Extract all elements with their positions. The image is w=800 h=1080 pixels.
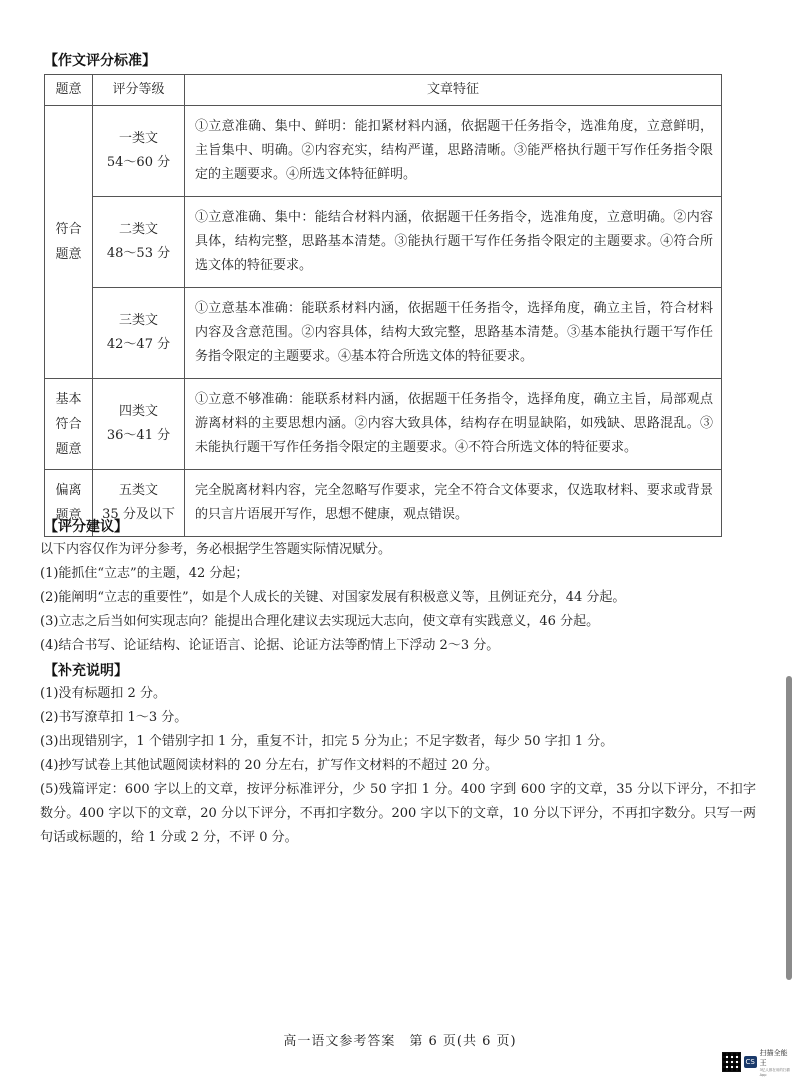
- table-row: [45, 197, 722, 288]
- suggestion-item: (3)立志之后当如何实现志向？能提出合理化建议去实现远大志向，使文章有实践意义，46 分起。: [40, 614, 600, 629]
- level-cell: [93, 288, 185, 379]
- level-range: 42～47 分: [106, 337, 171, 352]
- topic-cell-fits: [45, 106, 93, 379]
- supplement-item: (2)书写潦草扣 1～3 分。: [40, 710, 188, 725]
- qr-code-icon: [722, 1052, 741, 1072]
- table-row: [45, 379, 722, 470]
- table-header-row: [45, 75, 722, 106]
- feature-cell: 完全脱离材料内容，完全忽略写作要求，完全不符合文体要求，仅选取材料、要求或背景的只言片语展开写作，思想不健康，观点错误。: [185, 470, 722, 537]
- supplement-item: (1)没有标题扣 2 分。: [40, 686, 166, 701]
- grading-table: [44, 74, 722, 537]
- header-level: 评分等级: [93, 75, 185, 106]
- scoring-suggestions-title: 【评分建议】: [44, 519, 128, 535]
- supplement-title: 【补充说明】: [44, 663, 128, 679]
- level-cell: [93, 106, 185, 197]
- feature-cell: ①立意准确、集中、鲜明：能扣紧材料内涵，依据题干任务指令，选准角度，立意鲜明，主旨集中、明确。②内容充实，结构严谨，思路清晰。③能严格执行题干写作任务指令限定的主题要求。④所选文体特征鲜明。: [185, 106, 722, 197]
- suggestion-item: (4)结合书写、论证结构、论证语言、论据、论证方法等酌情上下浮动 2～3 分。: [40, 638, 500, 653]
- topic-cell-basic: [45, 379, 93, 470]
- watermark-name: 扫描全能王: [759, 1048, 788, 1067]
- feature-cell: ①立意不够准确：能联系材料内涵，依据题干任务指令，选择角度，确立主旨，局部观点游离材料的主要思想内涵。②内容大致具体，结构存在明显缺陷，如残缺、思路混乱。③未能执行题干写作任务指令限定的主题要求。④不符合所选文体的特征要求。: [185, 379, 722, 470]
- topic-line: 符合: [55, 222, 82, 237]
- level-range: 36～41 分: [106, 428, 171, 443]
- level-range: 54～60 分: [106, 155, 171, 170]
- supplement-item: (3)出现错别字，1 个错别字扣 1 分，重复不计，扣完 5 分为止；不足字数者，每少 50 字扣 1 分。: [40, 734, 614, 749]
- level-range: 35 分及以下: [102, 507, 175, 522]
- table-row: [45, 106, 722, 197]
- header-topic: 题意: [45, 75, 93, 106]
- table-row: [45, 288, 722, 379]
- scanner-watermark: [722, 1048, 794, 1077]
- suggestion-item: (1)能抓住“立志”的主题，42 分起；: [40, 566, 249, 581]
- topic-line: 题意: [55, 247, 82, 262]
- feature-cell: ①立意基本准确：能联系材料内涵，依据题干任务指令，选择角度，确立主旨，符合材料内容及含意范围。②内容具体，结构大致完整，思路基本清楚。③基本能执行题干写作任务指令限定的主题要求。④基本符合所选文体的特征要求。: [185, 288, 722, 379]
- level-cell: [93, 379, 185, 470]
- scrollbar-thumb[interactable]: [786, 676, 792, 980]
- level-range: 48～53 分: [106, 246, 171, 261]
- topic-line: 符合: [55, 416, 82, 432]
- cs-logo-icon: CS: [745, 1058, 755, 1066]
- suggestions-intro: 以下内容仅作为评分参考，务必根据学生答题实际情况赋分。: [40, 542, 392, 557]
- header-features: 文章特征: [185, 75, 722, 106]
- level-name: 五类文: [118, 483, 158, 498]
- level-name: 一类文: [118, 131, 158, 146]
- watermark-subtitle: 3亿人都在用的扫描App: [759, 1067, 790, 1077]
- level-name: 三类文: [118, 313, 158, 328]
- supplement-item: (4)抄写试卷上其他试题阅读材料的 20 分左右，扩写作文材料的不超过 20 分。: [40, 758, 499, 773]
- topic-line: 题意: [55, 508, 82, 523]
- topic-line: 偏离: [55, 483, 82, 498]
- topic-line: 题意: [55, 441, 82, 457]
- level-name: 四类文: [118, 404, 158, 419]
- feature-cell: ①立意准确、集中：能结合材料内涵，依据题干任务指令，选准角度，立意明确。②内容具体，结构完整，思路基本清楚。③能执行题干写作任务指令限定的主题要求。④符合所选文体的特征要求。: [185, 197, 722, 288]
- page-footer: 高一语文参考答案 第 6 页(共 6 页): [283, 1034, 517, 1049]
- suggestion-item: (2)能阐明“立志的重要性”，如是个人成长的关键、对国家发展有积极意义等，且例证充分，44 分起。: [40, 590, 626, 605]
- topic-line: 基本: [55, 391, 82, 407]
- grading-standard-title: 【作文评分标准】: [44, 53, 156, 69]
- supplement-item-5: (5)残篇评定：600 字以上的文章，按评分标准评分，少 50 字扣 1 分。400 字到 600 字的文章，35 分以下评分，不扣字数分。400 字以下的文章，20 分以下评分，不再扣字数分。200 字以下的文章，10 分以下评分，不再扣字数分。只写一两句话或标题的，给 1 分或 2 分，不评 0 分。: [40, 782, 756, 845]
- level-cell: [93, 197, 185, 288]
- table-row: [45, 470, 722, 537]
- level-name: 二类文: [118, 222, 158, 237]
